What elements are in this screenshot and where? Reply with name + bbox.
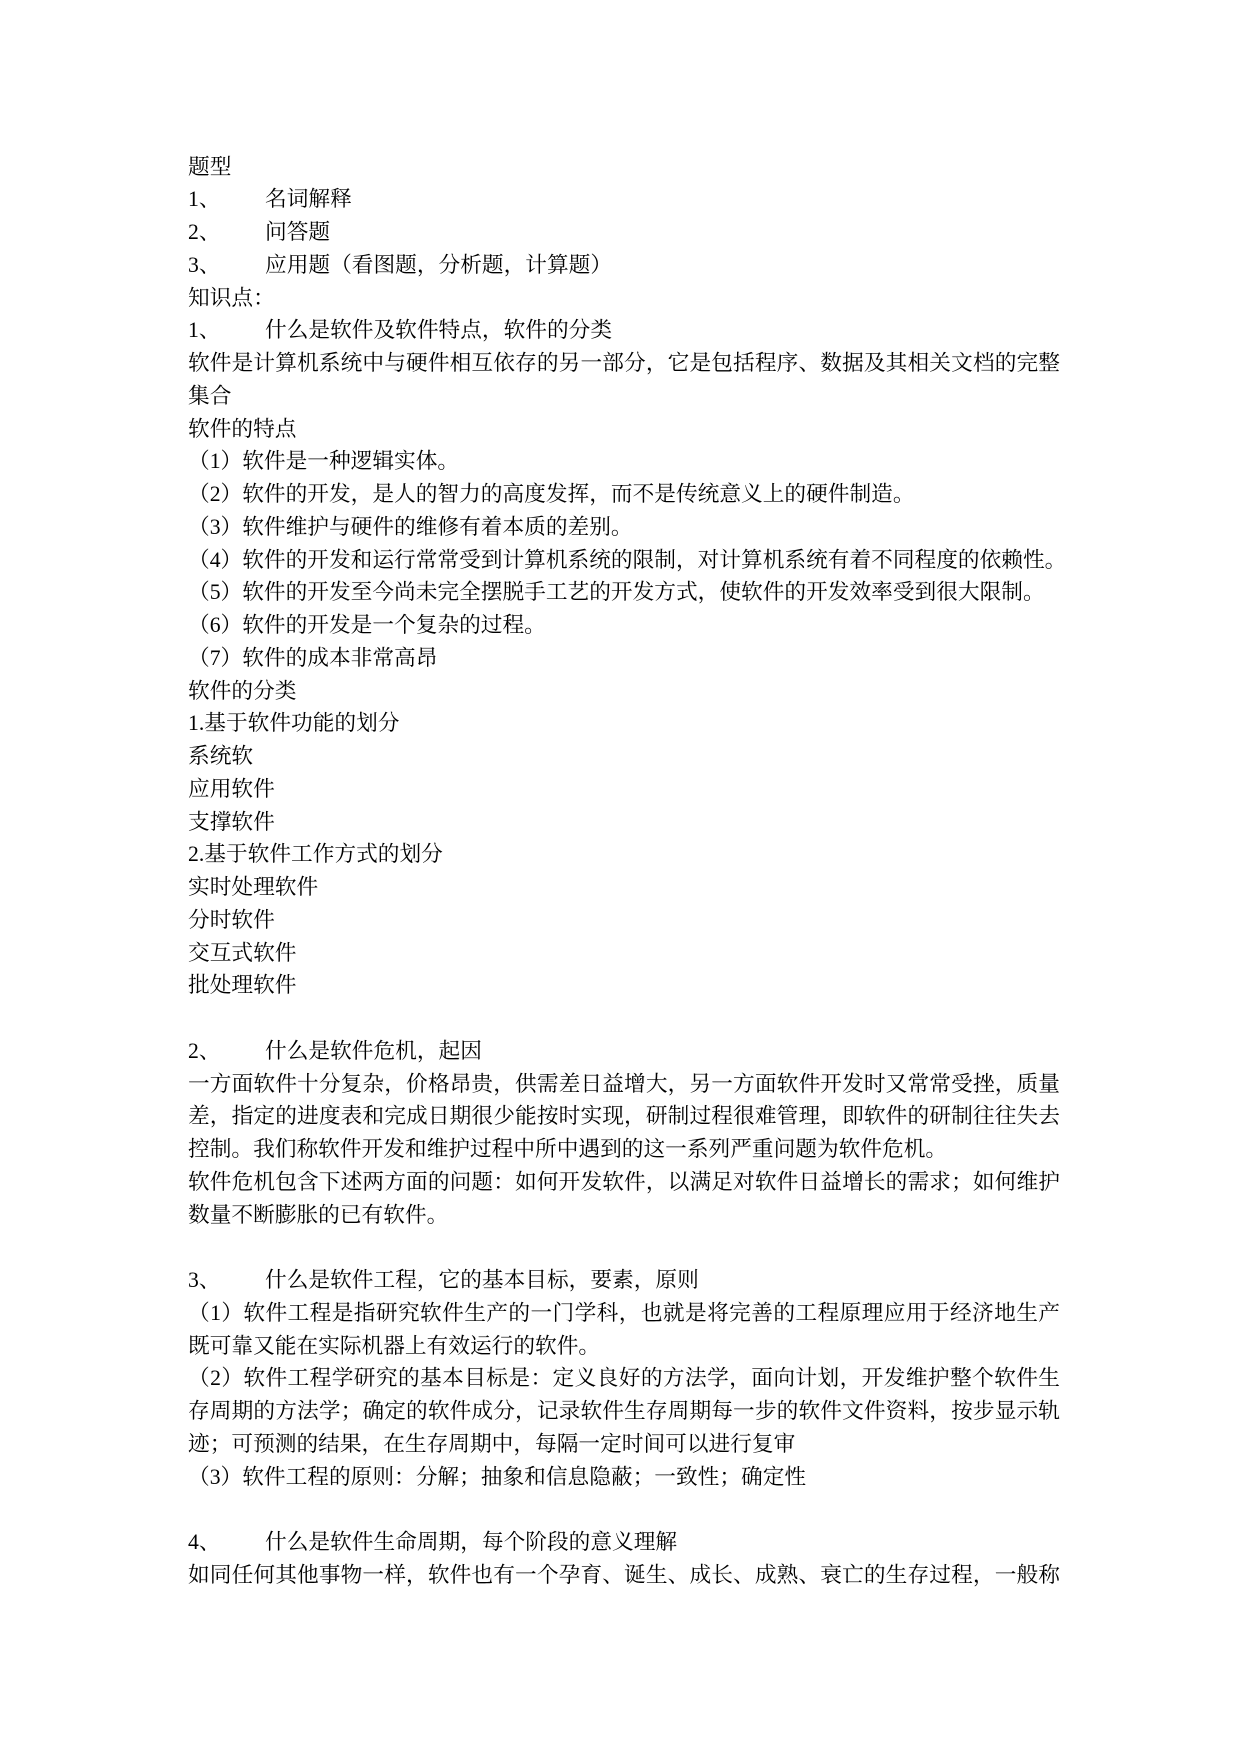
paragraph-line: 存周期的方法学；确定的软件成分，记录软件生存周期每一步的软件文件资料，按步显示轨 bbox=[188, 1399, 1060, 1423]
paragraph-line: （2）软件工程学研究的基本目标是：定义良好的方法学，面向计划，开发维护整个软件生 bbox=[188, 1366, 1060, 1391]
list-item: （7）软件的成本非常高昂 bbox=[188, 645, 438, 670]
question-type-item bbox=[188, 216, 1060, 249]
question-types-heading: 题型 bbox=[188, 154, 232, 179]
list-item: 分时软件 bbox=[188, 907, 275, 932]
list-item: 实时处理软件 bbox=[188, 875, 319, 899]
paragraph-line: 一方面软件十分复杂，价格昂贵，供需差日益增大，另一方面软件开发时又常常受挫，质量 bbox=[188, 1071, 1060, 1096]
paragraph-line: 集合 bbox=[188, 383, 232, 408]
subheading: 软件的特点 bbox=[188, 416, 297, 441]
item-number: 1、 bbox=[188, 187, 221, 212]
paragraph-line: 软件危机包含下述两方面的问题：如何开发软件，以满足对软件日益增长的需求；如何维护 bbox=[188, 1169, 1060, 1194]
section-number: 1、 bbox=[188, 318, 221, 343]
document-body bbox=[188, 151, 1067, 1592]
section-number: 3、 bbox=[188, 1268, 221, 1292]
paragraph-line: 软件是计算机系统中与硬件相互依存的另一部分，它是包括程序、数据及其相关文档的完整 bbox=[188, 351, 1060, 375]
paragraph-line: 如同任何其他事物一样，软件也有一个孕育、诞生、成长、成熟、衰亡的生存过程，一般称 bbox=[188, 1562, 1060, 1587]
spacer bbox=[188, 1231, 1060, 1264]
list-item: 应用软件 bbox=[188, 776, 275, 801]
list-item: （3）软件维护与硬件的维修有着本质的差别。 bbox=[188, 514, 633, 539]
section-title-text: 什么是软件危机，起因 bbox=[265, 1038, 482, 1063]
section-title-text: 什么是软件及软件特点，软件的分类 bbox=[265, 318, 613, 343]
paragraph-line: 既可靠又能在实际机器上有效运行的软件。 bbox=[188, 1333, 601, 1358]
list-item: 批处理软件 bbox=[188, 973, 297, 998]
section-title-text: 什么是软件生命周期，每个阶段的意义理解 bbox=[265, 1530, 678, 1554]
item-text: 问答题 bbox=[265, 220, 331, 244]
paragraph-line: 数量不断膨胀的已有软件。 bbox=[188, 1202, 449, 1227]
subheading: 软件的分类 bbox=[188, 678, 297, 703]
list-item: 系统软 bbox=[188, 744, 254, 768]
spacer bbox=[188, 1493, 1060, 1526]
item-number: 3、 bbox=[188, 252, 221, 277]
paragraph-line: （1）软件工程是指研究软件生产的一门学科，也就是将完善的工程原理应用于经济地生产 bbox=[188, 1300, 1060, 1325]
paragraph-line: 控制。我们称软件开发和维护过程中所中遇到的这一系列严重问题为软件危机。 bbox=[188, 1137, 948, 1161]
section-number: 2、 bbox=[188, 1038, 221, 1063]
section-number: 4、 bbox=[188, 1530, 221, 1554]
section-title bbox=[188, 314, 1060, 347]
spacer bbox=[188, 1002, 1060, 1035]
list-item: （1）软件是一种逻辑实体。 bbox=[188, 449, 460, 474]
section-title bbox=[188, 1264, 1060, 1297]
section-title bbox=[188, 1526, 1060, 1559]
item-text: 名词解释 bbox=[265, 187, 352, 212]
section-title-text: 什么是软件工程，它的基本目标，要素，原则 bbox=[265, 1268, 699, 1292]
knowledge-points-heading: 知识点： bbox=[188, 285, 275, 310]
list-item: （4）软件的开发和运行常常受到计算机系统的限制，对计算机系统有着不同程度的依赖性。 bbox=[188, 547, 1067, 572]
category-heading: 2.基于软件工作方式的划分 bbox=[188, 842, 443, 867]
paragraph-line: 差，指定的进度表和完成日期很少能按时实现，研制过程很难管理，即软件的研制往往失去 bbox=[188, 1104, 1060, 1129]
question-type-item bbox=[188, 183, 1060, 216]
paragraph-line: （3）软件工程的原则：分解；抽象和信息隐蔽；一致性；确定性 bbox=[188, 1464, 807, 1489]
list-item: （6）软件的开发是一个复杂的过程。 bbox=[188, 613, 546, 637]
item-text: 应用题（看图题，分析题，计算题） bbox=[265, 252, 613, 277]
list-item: 支撑软件 bbox=[188, 809, 275, 834]
paragraph-line: 迹；可预测的结果，在生存周期中，每隔一定时间可以进行复审 bbox=[188, 1431, 796, 1456]
item-number: 2、 bbox=[188, 220, 221, 244]
list-item: （2）软件的开发，是人的智力的高度发挥，而不是传统意义上的硬件制造。 bbox=[188, 482, 915, 506]
section-title bbox=[188, 1035, 1060, 1068]
question-type-item bbox=[188, 249, 1060, 282]
list-item: （5）软件的开发至今尚未完全摆脱手工艺的开发方式，使软件的开发效率受到很大限制。 bbox=[188, 580, 1045, 605]
list-item: 交互式软件 bbox=[188, 940, 297, 965]
category-heading: 1.基于软件功能的划分 bbox=[188, 711, 400, 736]
